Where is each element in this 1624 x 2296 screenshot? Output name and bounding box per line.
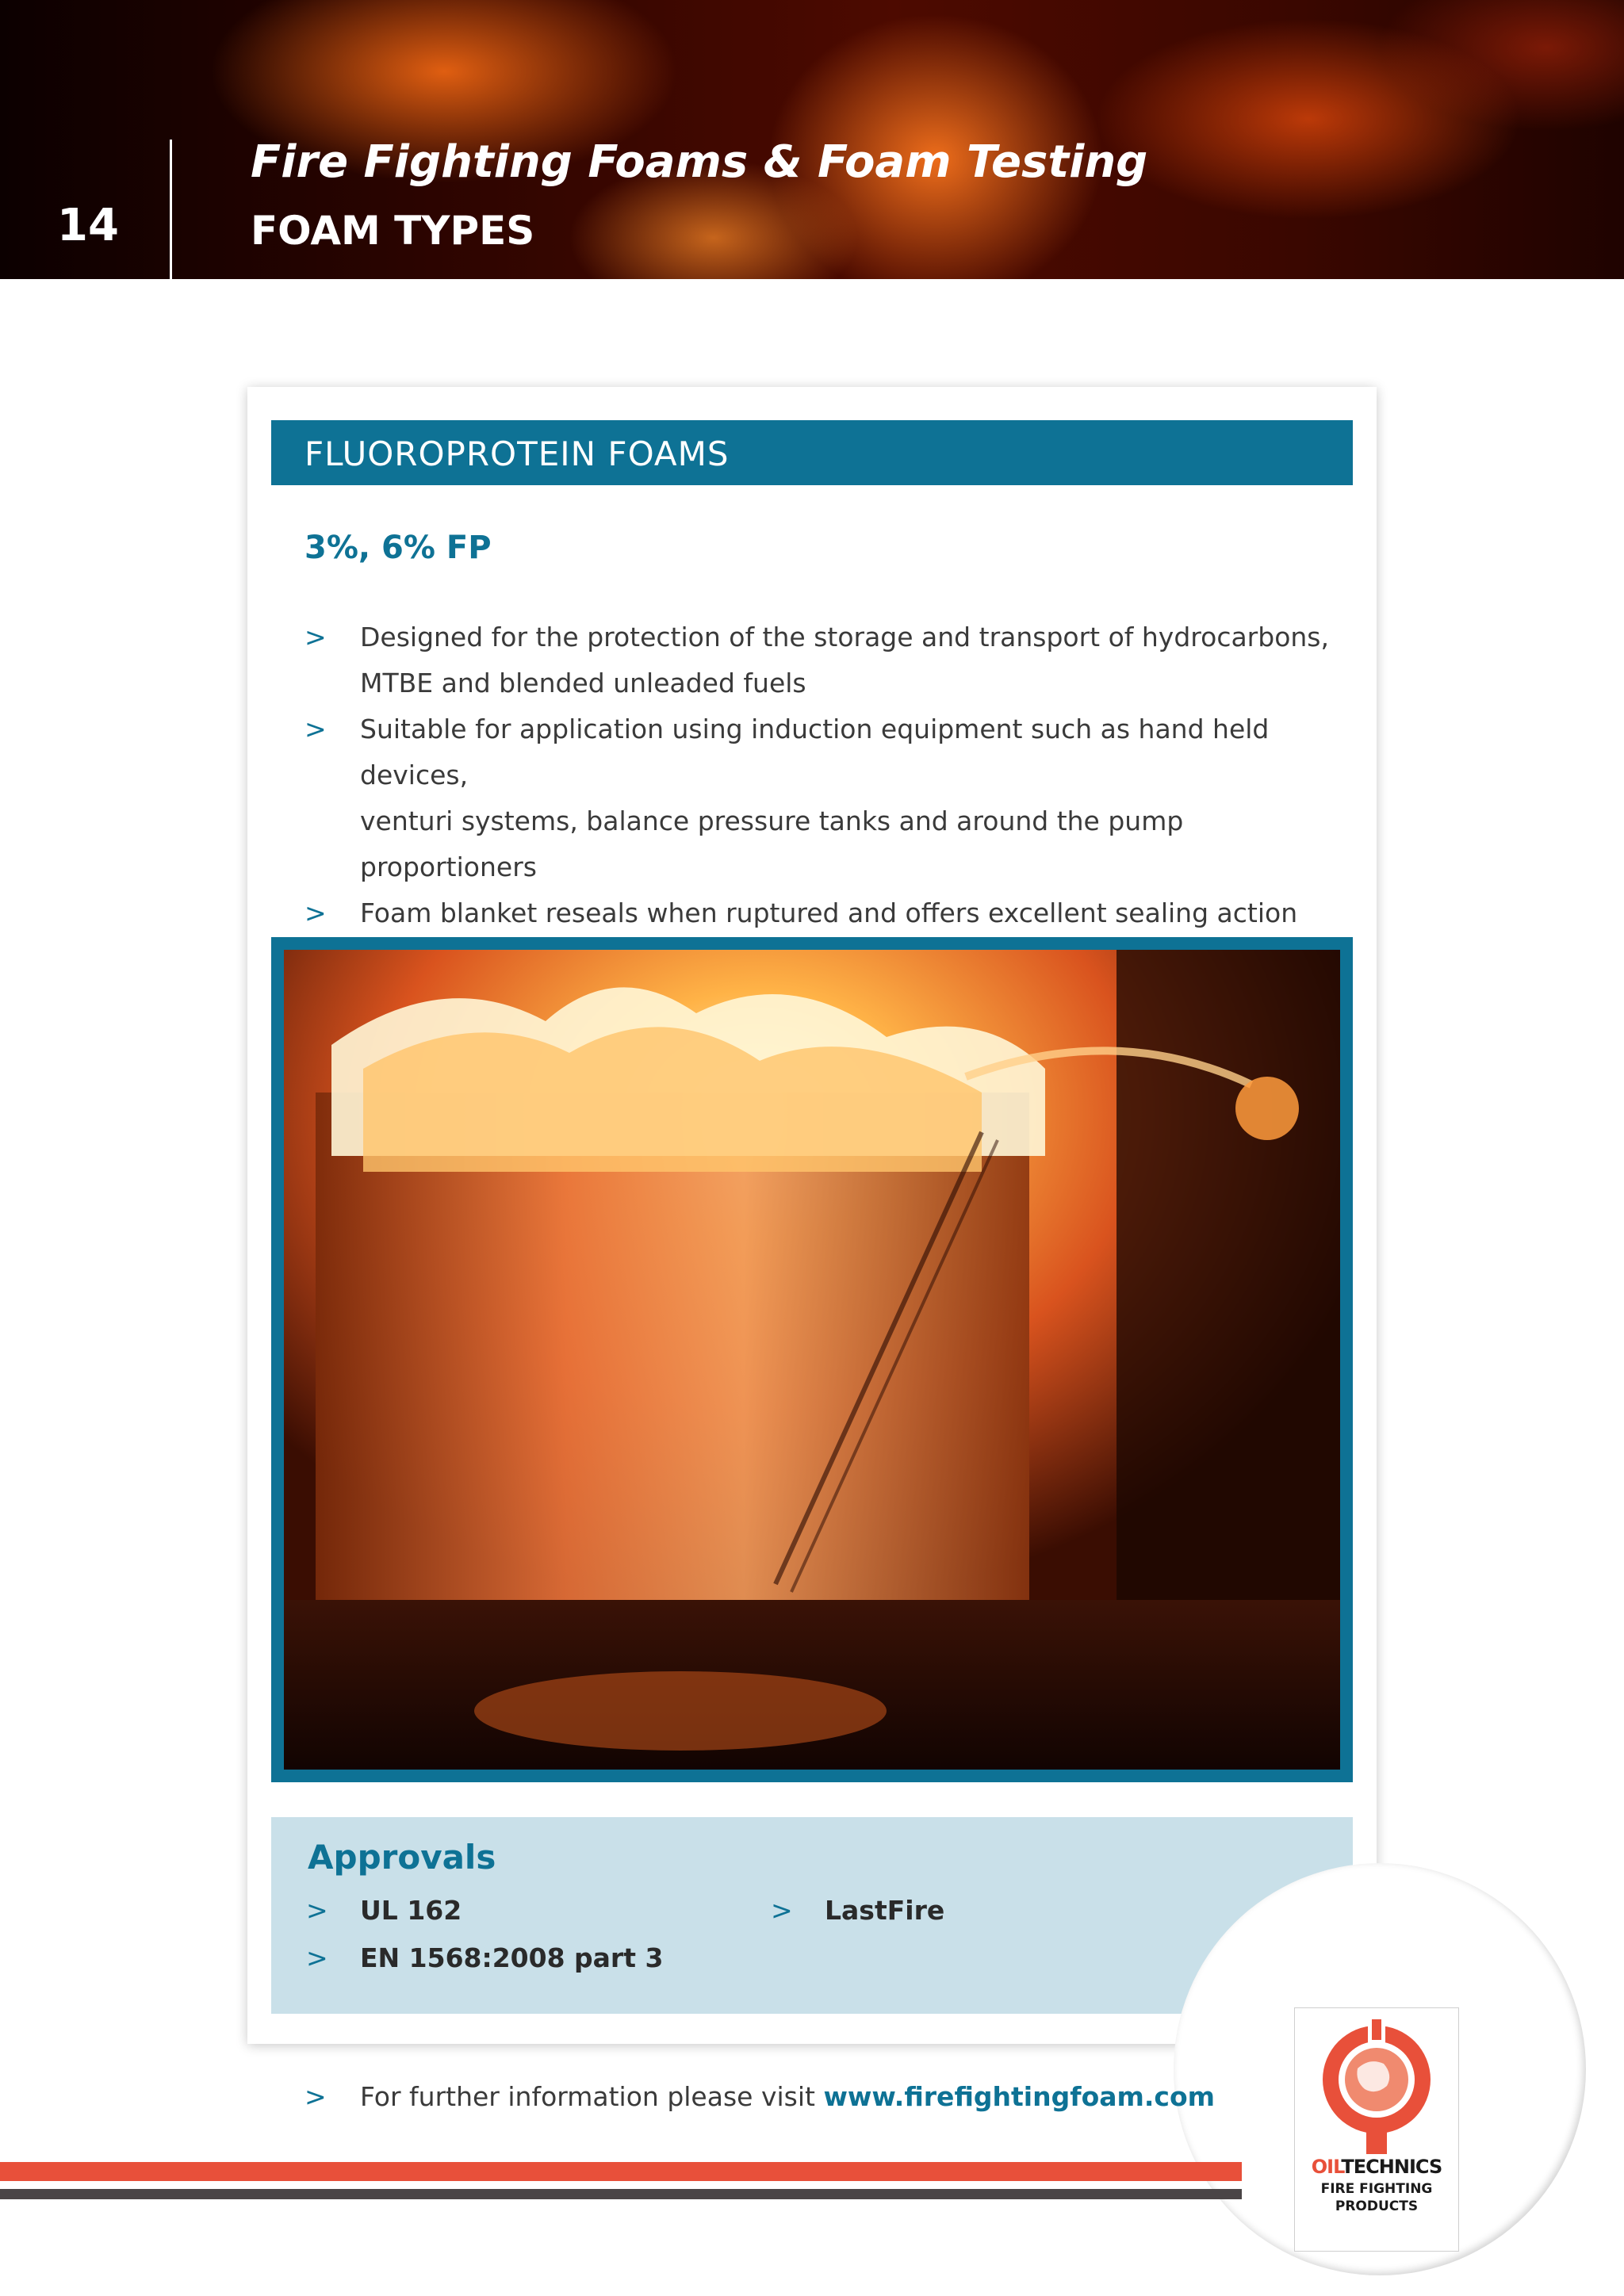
arrow-bullet-icon: >: [771, 1895, 793, 1926]
tank-fire-photo: [284, 950, 1340, 1770]
feature-item: > Designed for the protection of the storage and transport of hydrocarbons, MTBE and blended unleaded fuels: [304, 614, 1335, 706]
footer-stripe-grey: [0, 2189, 1242, 2199]
arrow-bullet-icon: >: [306, 1895, 328, 1926]
logo-tagline: FIRE FIGHTING: [1320, 2181, 1433, 2197]
section-heading-bar: [271, 420, 1353, 485]
section-heading: FLUOROPROTEIN FOAMS: [304, 434, 730, 473]
approvals-title: Approvals: [308, 1838, 496, 1877]
product-subheading: 3%, 6% FP: [304, 530, 492, 566]
feature-item: > Foam blanket reseals when ruptured and offers excellent sealing action: [304, 890, 1335, 982]
arrow-bullet-icon: >: [304, 2081, 327, 2112]
tank-fire-photo-frame: [271, 937, 1353, 1782]
footer-text: For further information please visit: [360, 2081, 824, 2112]
arrow-bullet-icon: >: [306, 1942, 328, 1973]
feature-list: [304, 614, 1335, 982]
page-number: 14: [57, 200, 119, 251]
website-link[interactable]: www.firefightingfoam.com: [823, 2081, 1216, 2112]
feature-item: > Suitable for application using induction equipment such as hand held devices, venturi systems, balance pressure tanks and around the pump proportioners: [304, 706, 1335, 890]
page-subtitle: FOAM TYPES: [251, 208, 535, 254]
logo-tagline: PRODUCTS: [1335, 2198, 1419, 2214]
page-title: Fire Fighting Foams & Foam Testing: [251, 136, 1148, 188]
arrow-bullet-icon: >: [304, 897, 327, 928]
oiltechnics-logo: [1294, 2007, 1459, 2252]
arrow-bullet-icon: >: [304, 714, 327, 744]
globe-logo-icon: [1314, 2019, 1439, 2154]
logo-brand: OILTECHNICS: [1311, 2156, 1442, 2178]
footer-stripe-red: [0, 2162, 1242, 2181]
page-header: [0, 0, 1624, 279]
arrow-bullet-icon: >: [304, 622, 327, 652]
header-divider: [170, 140, 172, 279]
